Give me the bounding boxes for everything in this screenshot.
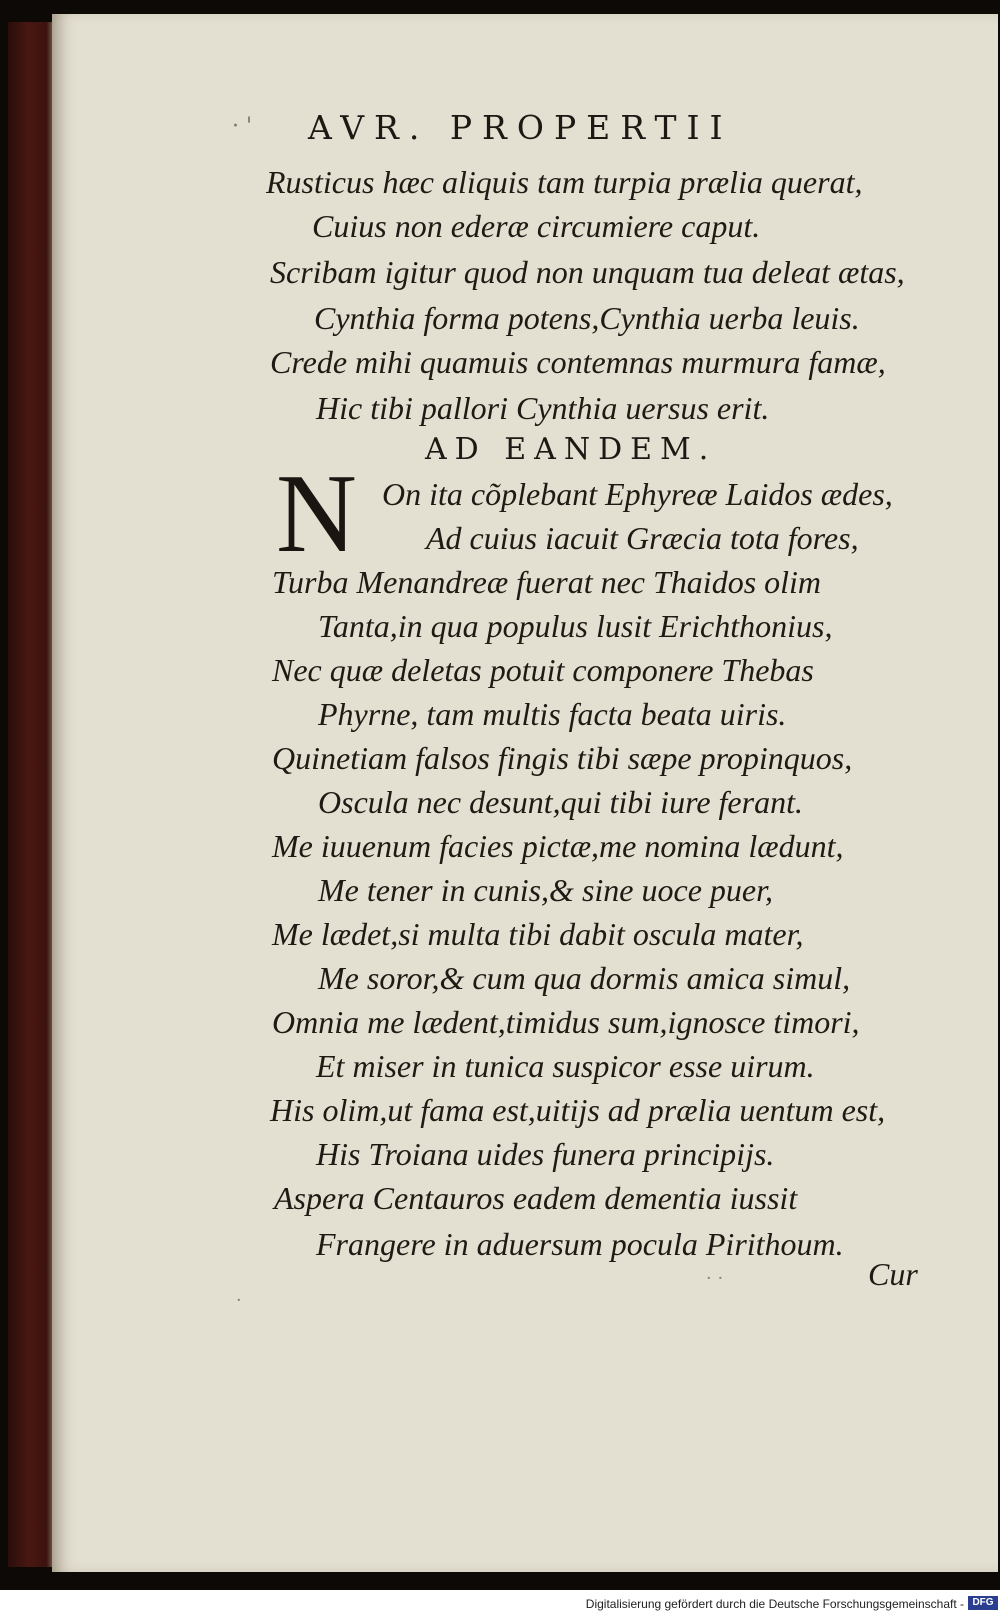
verse-line: Nec quæ deletas potuit componere Thebas: [272, 652, 814, 688]
stray-mark: ·: [236, 1290, 242, 1311]
verse-line: Frangere in aduersum pocula Pirithoum.: [316, 1226, 844, 1262]
verse-line: Phyrne, tam multis facta beata uiris.: [318, 696, 787, 732]
page-mark: · ': [232, 114, 253, 139]
verse-line: Tanta,in qua populus lusit Erichthonius,: [318, 608, 833, 644]
verse-line: Quinetiam falsos fingis tibi sæpe propinquos,: [272, 740, 853, 776]
verse-line: Scribam igitur quod non unquam tua deleat ætas,: [270, 254, 905, 290]
verse-line: Me soror,& cum qua dormis amica simul,: [318, 960, 851, 996]
verse-line: Crede mihi quamuis contemnas murmura famæ,: [270, 344, 886, 380]
running-head: AVR. PROPERTII: [308, 108, 733, 147]
verse-line: Cuius non ederæ circumiere caput.: [312, 208, 761, 244]
section-heading: AD EANDEM.: [425, 432, 717, 467]
verse-line: Et miser in tunica suspicor esse uirum.: [316, 1048, 815, 1084]
verse-line: Turba Menandreæ fuerat nec Thaidos olim: [272, 564, 822, 600]
verse-line: His olim,ut fama est,uitijs ad prælia uentum est,: [270, 1092, 886, 1128]
footer-credit: Digitalisierung gefördert durch die Deutsche Forschungsgemeinschaft -: [585, 1597, 964, 1611]
book-binding-edge: [8, 22, 56, 1567]
verse-line: Omnia me lædent,timidus sum,ignosce timori,: [272, 1004, 860, 1040]
verse-line: Me lædet,si multa tibi dabit oscula mater,: [272, 916, 804, 952]
verse-line: Rusticus hæc aliquis tam turpia prælia querat,: [266, 164, 863, 200]
verse-line: His Troiana uides funera principijs.: [316, 1136, 775, 1172]
verse-line: Aspera Centauros eadem dementia iussit: [274, 1180, 798, 1216]
verse-line: Oscula nec desunt,qui tibi iure ferant.: [318, 784, 803, 820]
verse-line: Hic tibi pallori Cynthia uersus erit.: [316, 390, 770, 426]
verse-line: Me iuuenum facies pictæ,me nomina lædunt,: [272, 828, 844, 864]
drop-cap-initial: N: [276, 452, 357, 576]
dfg-logo-icon: DFG: [968, 1596, 998, 1610]
verse-line: Me tener in cunis,& sine uoce puer,: [318, 872, 773, 908]
verse-line: Cynthia forma potens,Cynthia uerba leuis.: [314, 300, 860, 336]
verse-line: On ita cõplebant Ephyreæ Laidos ædes,: [382, 476, 893, 512]
digitization-footer: [0, 1594, 1000, 1615]
stray-mark: · ·: [706, 1268, 724, 1289]
catchword: Cur: [868, 1256, 918, 1292]
verse-line: Ad cuius iacuit Græcia tota fores,: [426, 520, 859, 556]
